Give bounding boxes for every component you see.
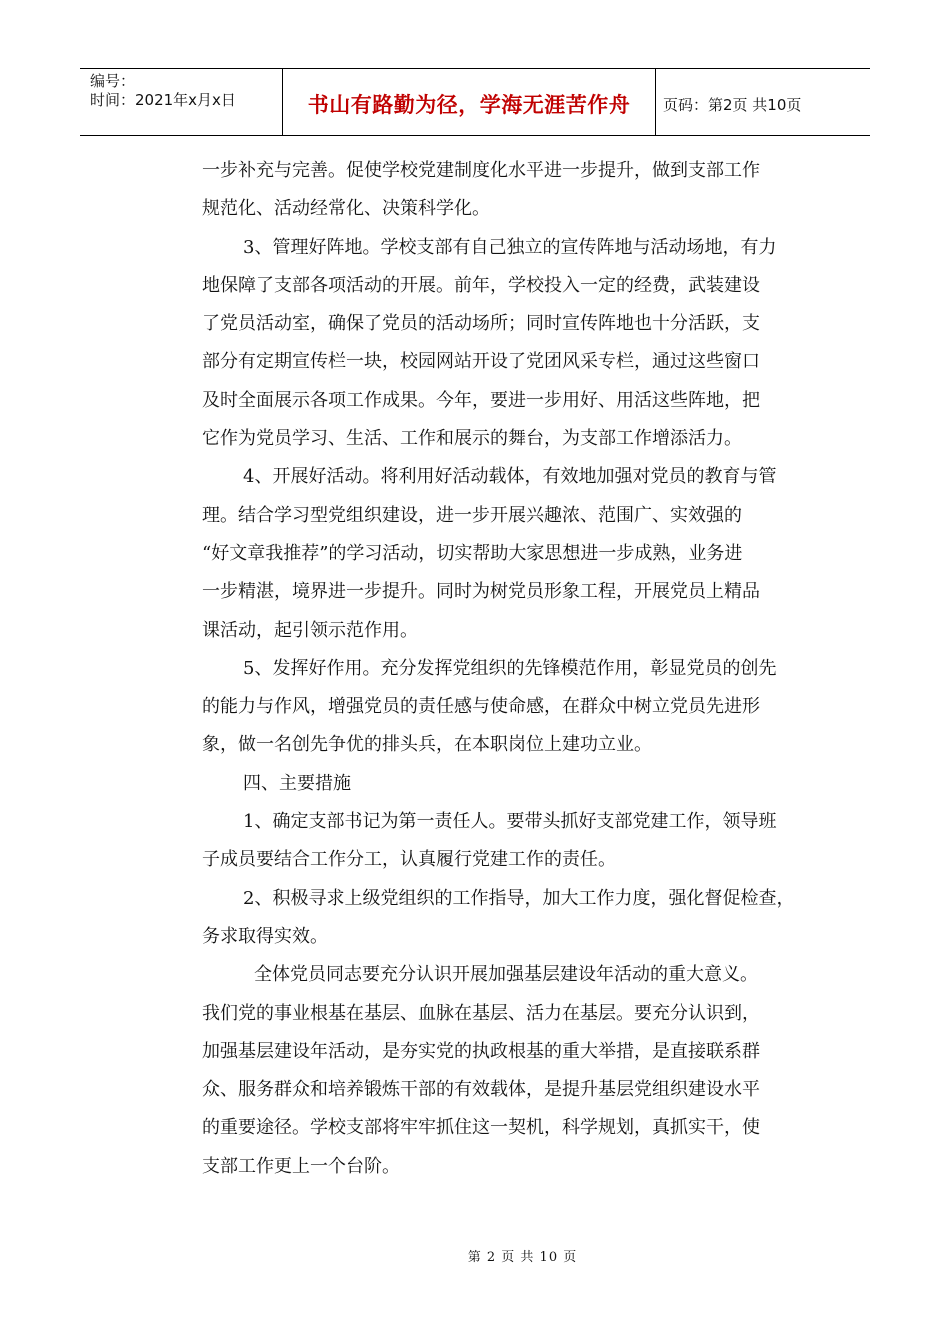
header-time-label: 时间：2021年x月x日 <box>90 91 236 109</box>
body-line: 课活动，起引领示范作用。 <box>202 619 418 641</box>
header-motto: 书山有路勤为径，学海无涯苦作舟 <box>283 69 656 135</box>
page-footer: 第 2 页 共 10 页 <box>467 1250 578 1265</box>
body-line: 它作为党员学习、生活、工作和展示的舞台，为支部工作增添活力。 <box>202 428 742 450</box>
document-body <box>202 152 822 1186</box>
body-line: 加强基层建设年活动，是夯实党的执政根基的重大举措，是直接联系群 <box>202 1040 760 1062</box>
header-meta-cell <box>80 69 283 135</box>
body-line: 4、开展好活动。将利用好活动载体，有效地加强对党员的教育与管 <box>243 466 777 488</box>
body-line: 了党员活动室，确保了党员的活动场所；同时宣传阵地也十分活跃，支 <box>202 313 760 335</box>
body-line: 及时全面展示各项工作成果。今年，要进一步用好、用活这些阵地，把 <box>202 389 760 411</box>
page-header <box>80 68 870 136</box>
body-line: 我们党的事业根基在基层、血脉在基层、活力在基层。要充分认识到， <box>202 1002 760 1024</box>
body-line: 的重要途径。学校支部将牢牢抓住这一契机，科学规划，真抓实干，使 <box>202 1117 760 1139</box>
body-line: 5、发挥好作用。充分发挥党组织的先锋模范作用，彰显党员的创先 <box>243 657 777 679</box>
body-line: 支部工作更上一个台阶。 <box>202 1155 400 1177</box>
body-line: 3、管理好阵地。学校支部有自己独立的宣传阵地与活动场地，有力 <box>243 236 777 258</box>
body-line: 2、积极寻求上级党组织的工作指导，加大工作力度，强化督促检查， <box>243 887 795 909</box>
body-line: 理。结合学习型党组织建设，进一步开展兴趣浓、范围广、实效强的 <box>202 504 742 526</box>
body-line: 的能力与作风，增强党员的责任感与使命感，在群众中树立党员先进形 <box>202 696 760 718</box>
body-line: 子成员要结合工作分工，认真履行党建工作的责任。 <box>202 849 616 871</box>
body-line: “好文章我推荐”的学习活动，切实帮助大家思想进一步成熟，业务进 <box>202 542 743 564</box>
header-number-label: 编号： <box>90 72 136 90</box>
body-line: 部分有定期宣传栏一块，校园网站开设了党团风采专栏，通过这些窗口 <box>202 351 760 373</box>
body-line: 一步精湛，境界进一步提升。同时为树党员形象工程，开展党员上精品 <box>202 581 760 603</box>
header-page-label: 页码：第2页 共10页 <box>663 95 802 114</box>
body-line: 地保障了支部各项活动的开展。前年，学校投入一定的经费，武装建设 <box>202 274 760 296</box>
body-line: 规范化、活动经常化、决策科学化。 <box>202 198 490 220</box>
body-line: 一步补充与完善。促使学校党建制度化水平进一步提升，做到支部工作 <box>202 160 760 181</box>
body-line: 众、服务群众和培养锻炼干部的有效载体，是提升基层党组织建设水平 <box>202 1079 760 1101</box>
body-line: 象，做一名创先争优的排头兵，在本职岗位上建功立业。 <box>202 734 652 756</box>
section-heading: 四、主要措施 <box>243 772 351 794</box>
body-line: 1、确定支部书记为第一责任人。要带头抓好支部党建工作，领导班 <box>243 811 777 833</box>
body-line: 全体党员同志要充分认识开展加强基层建设年活动的重大意义。 <box>254 964 758 986</box>
body-line: 务求取得实效。 <box>202 925 328 947</box>
